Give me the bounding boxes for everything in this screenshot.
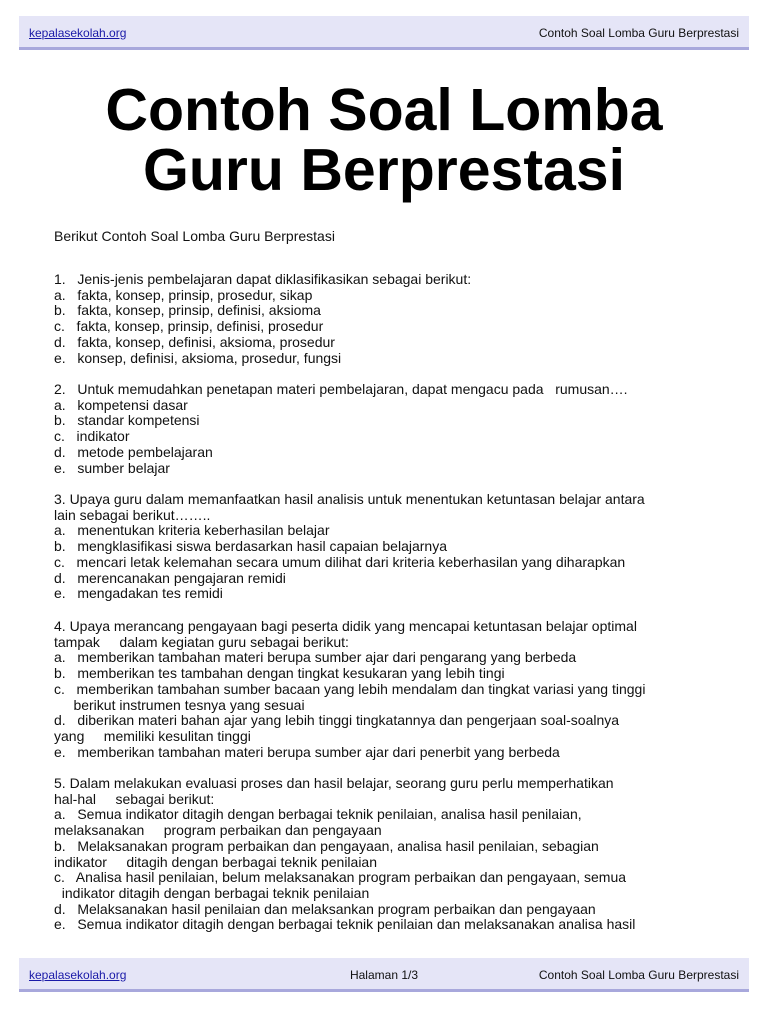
footer-site-link[interactable]: kepalasekolah.org xyxy=(29,968,127,982)
option-line: e. Semua indikator ditagih dengan berbagai teknik penilaian dan melaksanakan analisa hasil xyxy=(54,916,636,933)
option-line: yang memiliki kesulitan tinggi xyxy=(54,727,251,744)
question-1 xyxy=(54,272,734,366)
question-line: 2. Untuk memudahkan penetapan materi pembelajaran, dapat mengacu pada rumusan…. xyxy=(54,381,628,397)
option-line: a. Semua indikator ditagih dengan berbagai teknik penilaian, analisa hasil penilaian, xyxy=(54,806,582,823)
question-line: hal-hal sebagai berikut: xyxy=(54,790,215,807)
question-4 xyxy=(54,619,734,760)
option-line: d. metode pembelajaran xyxy=(54,443,213,460)
option-line: c. fakta, konsep, prinsip, definisi, prosedur xyxy=(54,318,324,335)
option-line: a. fakta, konsep, prinsip, prosedur, sikap xyxy=(54,286,313,303)
option-line: b. fakta, konsep, prinsip, definisi, aksioma xyxy=(54,302,321,319)
option-line: c. mencari letak kelemahan secara umum dilihat dari kriteria keberhasilan yang diharapkan xyxy=(54,553,626,570)
question-3 xyxy=(54,492,734,602)
header-doc-title: Contoh Soal Lomba Guru Berprestasi xyxy=(538,26,739,40)
option-line: e. konsep, definisi, aksioma, prosedur, fungsi xyxy=(54,349,342,366)
option-line: b. memberikan tes tambahan dengan tingkat kesukaran yang lebih tingi xyxy=(54,665,505,682)
question-line: 1. Jenis-jenis pembelajaran dapat diklasifikasikan sebagai berikut: xyxy=(54,271,472,287)
footer-doc-title: Contoh Soal Lomba Guru Berprestasi xyxy=(538,968,739,982)
option-line: berikut instrumen tesnya yang sesuai xyxy=(54,696,305,713)
header-site-link[interactable]: kepalasekolah.org xyxy=(29,26,127,40)
page-title xyxy=(0,77,768,203)
option-line: d. diberikan materi bahan ajar yang lebih tinggi tingkatannya dan pengerjaan soal-soalnya xyxy=(54,712,620,729)
option-line: b. Melaksanakan program perbaikan dan pengayaan, analisa hasil penilaian, sebagian xyxy=(54,837,599,854)
option-line: indikator ditagih dengan berbagai teknik penilaian xyxy=(54,884,370,901)
option-line: d. fakta, konsep, definisi, aksioma, prosedur xyxy=(54,333,335,350)
option-line: c. indikator xyxy=(54,428,130,445)
page-footer xyxy=(19,958,749,992)
question-line: lain sebagai berikut…….. xyxy=(54,506,211,523)
option-line: a. menentukan kriteria keberhasilan belajar xyxy=(54,522,330,539)
option-line: e. memberikan tambahan materi berupa sumber ajar dari penerbit yang berbeda xyxy=(54,743,560,760)
question-line: tampak dalam kegiatan guru sebagai berikut: xyxy=(54,633,349,650)
title-line: Guru Berprestasi xyxy=(143,137,625,203)
question-line: 5. Dalam melakukan evaluasi proses dan hasil belajar, seorang guru perlu memperhatikan xyxy=(54,775,614,791)
option-line: b. standar kompetensi xyxy=(54,412,200,429)
option-line: c. memberikan tambahan sumber bacaan yang lebih mendalam dan tingkat variasi yang tinggi xyxy=(54,680,646,697)
option-line: d. Melaksanakan hasil penilaian dan melaksankan program perbaikan dan pengayaan xyxy=(54,900,596,917)
question-5 xyxy=(54,776,734,933)
intro-text: Berikut Contoh Soal Lomba Guru Berprestasi xyxy=(54,228,335,244)
option-line: e. sumber belajar xyxy=(54,459,170,476)
option-line: c. Analisa hasil penilaian, belum melaksanakan program perbaikan dan pengayaan, semua xyxy=(54,869,627,886)
page-number: Halaman 1/3 xyxy=(349,968,419,982)
option-line: a. memberikan tambahan materi berupa sumber ajar dari pengarang yang berbeda xyxy=(54,649,577,666)
question-line: 4. Upaya merancang pengayaan bagi peserta didik yang mencapai ketuntasan belajar optimal xyxy=(54,618,637,634)
question-2 xyxy=(54,382,734,476)
option-line: b. mengklasifikasi siswa berdasarkan hasil capaian belajarnya xyxy=(54,538,447,555)
option-line: melaksanakan program perbaikan dan pengayaan xyxy=(54,822,382,839)
question-line: 3. Upaya guru dalam memanfaatkan hasil analisis untuk menentukan ketuntasan belajar antara xyxy=(54,491,645,507)
option-line: d. merencanakan pengajaran remidi xyxy=(54,569,286,586)
title-line: Contoh Soal Lomba xyxy=(105,77,663,143)
option-line: indikator ditagih dengan berbagai teknik penilaian xyxy=(54,853,378,870)
option-line: e. mengadakan tes remidi xyxy=(54,585,223,602)
page-header xyxy=(19,16,749,50)
option-line: a. kompetensi dasar xyxy=(54,396,188,413)
